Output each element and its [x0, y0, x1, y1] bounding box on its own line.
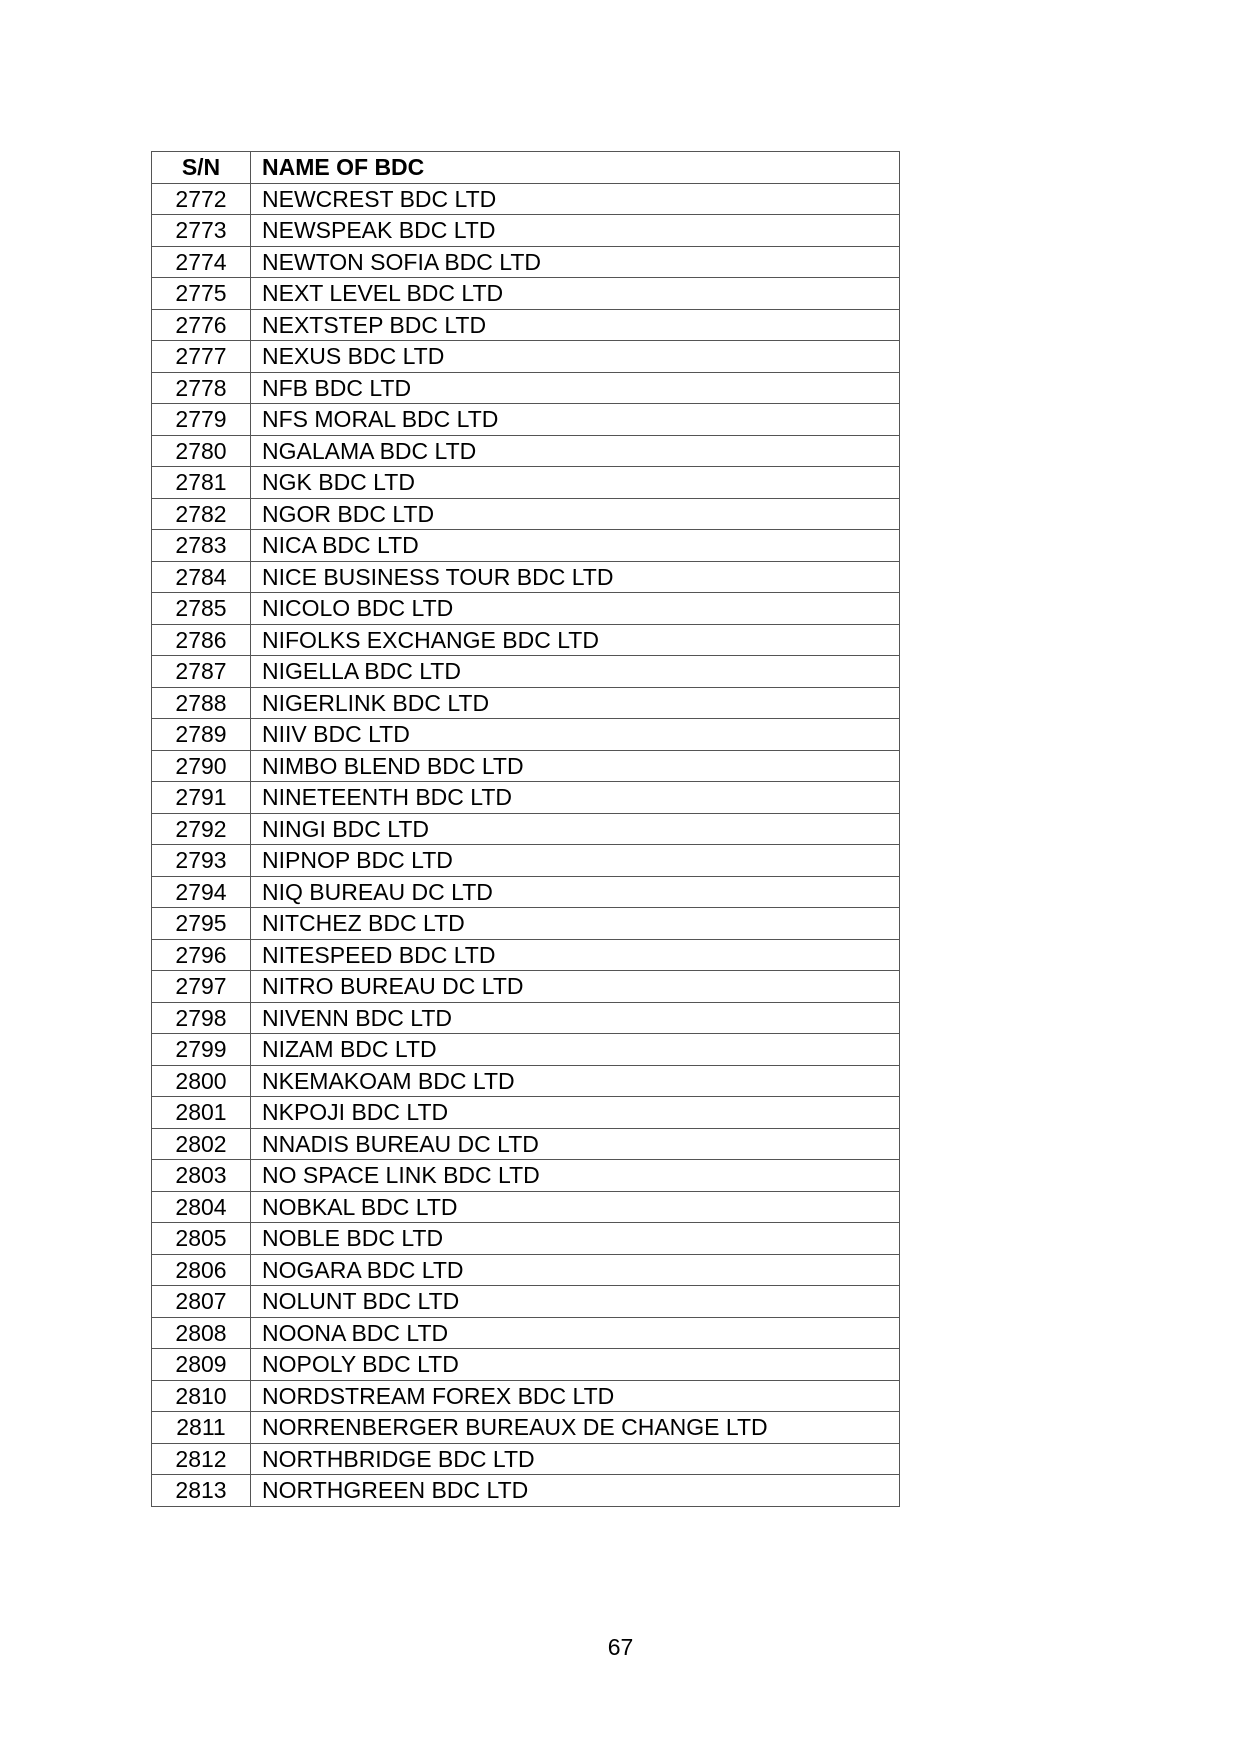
- serial-number-cell: 2788: [152, 687, 251, 719]
- serial-number-cell: 2793: [152, 845, 251, 877]
- serial-number-cell: 2812: [152, 1443, 251, 1475]
- serial-number-cell: 2787: [152, 656, 251, 688]
- serial-number-cell: 2802: [152, 1128, 251, 1160]
- bdc-name-cell: NINETEENTH BDC LTD: [251, 782, 900, 814]
- page-number: 67: [607, 1634, 634, 1660]
- table-row: [152, 593, 900, 625]
- serial-number-cell: 2789: [152, 719, 251, 751]
- serial-number-cell: 2786: [152, 624, 251, 656]
- table-row: [152, 656, 900, 688]
- table-row: [152, 971, 900, 1003]
- table-row: [152, 183, 900, 215]
- bdc-name-cell: NINGI BDC LTD: [251, 813, 900, 845]
- serial-number-cell: 2792: [152, 813, 251, 845]
- table-row: [152, 1412, 900, 1444]
- table-row: [152, 750, 900, 782]
- table-row: [152, 908, 900, 940]
- serial-number-cell: 2813: [152, 1475, 251, 1507]
- bdc-name-cell: NIZAM BDC LTD: [251, 1034, 900, 1066]
- bdc-name-cell: NIMBO BLEND BDC LTD: [251, 750, 900, 782]
- bdc-table: [151, 151, 900, 1507]
- serial-number-cell: 2804: [152, 1191, 251, 1223]
- bdc-name-cell: NFS MORAL BDC LTD: [251, 404, 900, 436]
- table-body: [152, 183, 900, 1506]
- table-row: [152, 813, 900, 845]
- bdc-name-cell: NORRENBERGER BUREAUX DE CHANGE LTD: [251, 1412, 900, 1444]
- table-row: [152, 1317, 900, 1349]
- serial-number-cell: 2803: [152, 1160, 251, 1192]
- bdc-name-cell: NORTHBRIDGE BDC LTD: [251, 1443, 900, 1475]
- header-row: [152, 152, 900, 184]
- serial-number-cell: 2811: [152, 1412, 251, 1444]
- table-row: [152, 404, 900, 436]
- table-row: [152, 719, 900, 751]
- serial-number-cell: 2778: [152, 372, 251, 404]
- serial-number-cell: 2781: [152, 467, 251, 499]
- bdc-name-cell: NNADIS BUREAU DC LTD: [251, 1128, 900, 1160]
- bdc-name-cell: NGOR BDC LTD: [251, 498, 900, 530]
- bdc-name-cell: NOPOLY BDC LTD: [251, 1349, 900, 1381]
- table-row: [152, 215, 900, 247]
- serial-number-cell: 2801: [152, 1097, 251, 1129]
- table-row: [152, 1443, 900, 1475]
- bdc-name-cell: NITCHEZ BDC LTD: [251, 908, 900, 940]
- table-row: [152, 530, 900, 562]
- bdc-name-cell: NGALAMA BDC LTD: [251, 435, 900, 467]
- table-row: [152, 1160, 900, 1192]
- serial-number-cell: 2776: [152, 309, 251, 341]
- table-row: [152, 1380, 900, 1412]
- table-row: [152, 246, 900, 278]
- bdc-name-cell: NITRO BUREAU DC LTD: [251, 971, 900, 1003]
- table-row: [152, 624, 900, 656]
- serial-number-cell: 2785: [152, 593, 251, 625]
- bdc-name-cell: NEXUS BDC LTD: [251, 341, 900, 373]
- serial-number-cell: 2795: [152, 908, 251, 940]
- bdc-name-cell: NOBLE BDC LTD: [251, 1223, 900, 1255]
- column-header-sn: S/N: [152, 152, 251, 184]
- bdc-name-cell: NICE BUSINESS TOUR BDC LTD: [251, 561, 900, 593]
- table-header: [152, 152, 900, 184]
- table-row: [152, 467, 900, 499]
- serial-number-cell: 2809: [152, 1349, 251, 1381]
- bdc-name-cell: NEWSPEAK BDC LTD: [251, 215, 900, 247]
- table-row: [152, 1475, 900, 1507]
- bdc-name-cell: NIPNOP BDC LTD: [251, 845, 900, 877]
- bdc-name-cell: NOONA BDC LTD: [251, 1317, 900, 1349]
- serial-number-cell: 2799: [152, 1034, 251, 1066]
- serial-number-cell: 2806: [152, 1254, 251, 1286]
- table-row: [152, 1002, 900, 1034]
- bdc-name-cell: NGK BDC LTD: [251, 467, 900, 499]
- bdc-name-cell: NIQ BUREAU DC LTD: [251, 876, 900, 908]
- bdc-name-cell: NIIV BDC LTD: [251, 719, 900, 751]
- table-row: [152, 845, 900, 877]
- bdc-name-cell: NEWCREST BDC LTD: [251, 183, 900, 215]
- table-row: [152, 498, 900, 530]
- serial-number-cell: 2775: [152, 278, 251, 310]
- bdc-name-cell: NKPOJI BDC LTD: [251, 1097, 900, 1129]
- table-row: [152, 687, 900, 719]
- serial-number-cell: 2798: [152, 1002, 251, 1034]
- table-row: [152, 1223, 900, 1255]
- table-row: [152, 782, 900, 814]
- table-row: [152, 1349, 900, 1381]
- table-row: [152, 309, 900, 341]
- bdc-name-cell: NICA BDC LTD: [251, 530, 900, 562]
- bdc-name-cell: NOGARA BDC LTD: [251, 1254, 900, 1286]
- bdc-name-cell: NIGERLINK BDC LTD: [251, 687, 900, 719]
- table-row: [152, 1097, 900, 1129]
- table-row: [152, 1034, 900, 1066]
- table-row: [152, 278, 900, 310]
- table-row: [152, 1286, 900, 1318]
- bdc-name-cell: NO SPACE LINK BDC LTD: [251, 1160, 900, 1192]
- bdc-name-cell: NIFOLKS EXCHANGE BDC LTD: [251, 624, 900, 656]
- serial-number-cell: 2805: [152, 1223, 251, 1255]
- table-row: [152, 561, 900, 593]
- table-row: [152, 372, 900, 404]
- serial-number-cell: 2808: [152, 1317, 251, 1349]
- serial-number-cell: 2807: [152, 1286, 251, 1318]
- bdc-name-cell: NEXTSTEP BDC LTD: [251, 309, 900, 341]
- bdc-name-cell: NIGELLA BDC LTD: [251, 656, 900, 688]
- serial-number-cell: 2773: [152, 215, 251, 247]
- serial-number-cell: 2794: [152, 876, 251, 908]
- serial-number-cell: 2810: [152, 1380, 251, 1412]
- serial-number-cell: 2783: [152, 530, 251, 562]
- bdc-name-cell: NICOLO BDC LTD: [251, 593, 900, 625]
- table-row: [152, 341, 900, 373]
- table-row: [152, 939, 900, 971]
- bdc-name-cell: NFB BDC LTD: [251, 372, 900, 404]
- bdc-name-cell: NORDSTREAM FOREX BDC LTD: [251, 1380, 900, 1412]
- serial-number-cell: 2779: [152, 404, 251, 436]
- bdc-name-cell: NEWTON SOFIA BDC LTD: [251, 246, 900, 278]
- bdc-name-cell: NOLUNT BDC LTD: [251, 1286, 900, 1318]
- table-row: [152, 1191, 900, 1223]
- table-row: [152, 435, 900, 467]
- serial-number-cell: 2784: [152, 561, 251, 593]
- table-row: [152, 1128, 900, 1160]
- serial-number-cell: 2782: [152, 498, 251, 530]
- serial-number-cell: 2790: [152, 750, 251, 782]
- table-row: [152, 876, 900, 908]
- serial-number-cell: 2800: [152, 1065, 251, 1097]
- bdc-name-cell: NORTHGREEN BDC LTD: [251, 1475, 900, 1507]
- column-header-name: NAME OF BDC: [251, 152, 900, 184]
- serial-number-cell: 2780: [152, 435, 251, 467]
- serial-number-cell: 2774: [152, 246, 251, 278]
- serial-number-cell: 2777: [152, 341, 251, 373]
- table-row: [152, 1065, 900, 1097]
- table-row: [152, 1254, 900, 1286]
- serial-number-cell: 2791: [152, 782, 251, 814]
- bdc-name-cell: NIVENN BDC LTD: [251, 1002, 900, 1034]
- bdc-name-cell: NKEMAKOAM BDC LTD: [251, 1065, 900, 1097]
- bdc-name-cell: NOBKAL BDC LTD: [251, 1191, 900, 1223]
- serial-number-cell: 2796: [152, 939, 251, 971]
- bdc-name-cell: NEXT LEVEL BDC LTD: [251, 278, 900, 310]
- serial-number-cell: 2797: [152, 971, 251, 1003]
- serial-number-cell: 2772: [152, 183, 251, 215]
- bdc-name-cell: NITESPEED BDC LTD: [251, 939, 900, 971]
